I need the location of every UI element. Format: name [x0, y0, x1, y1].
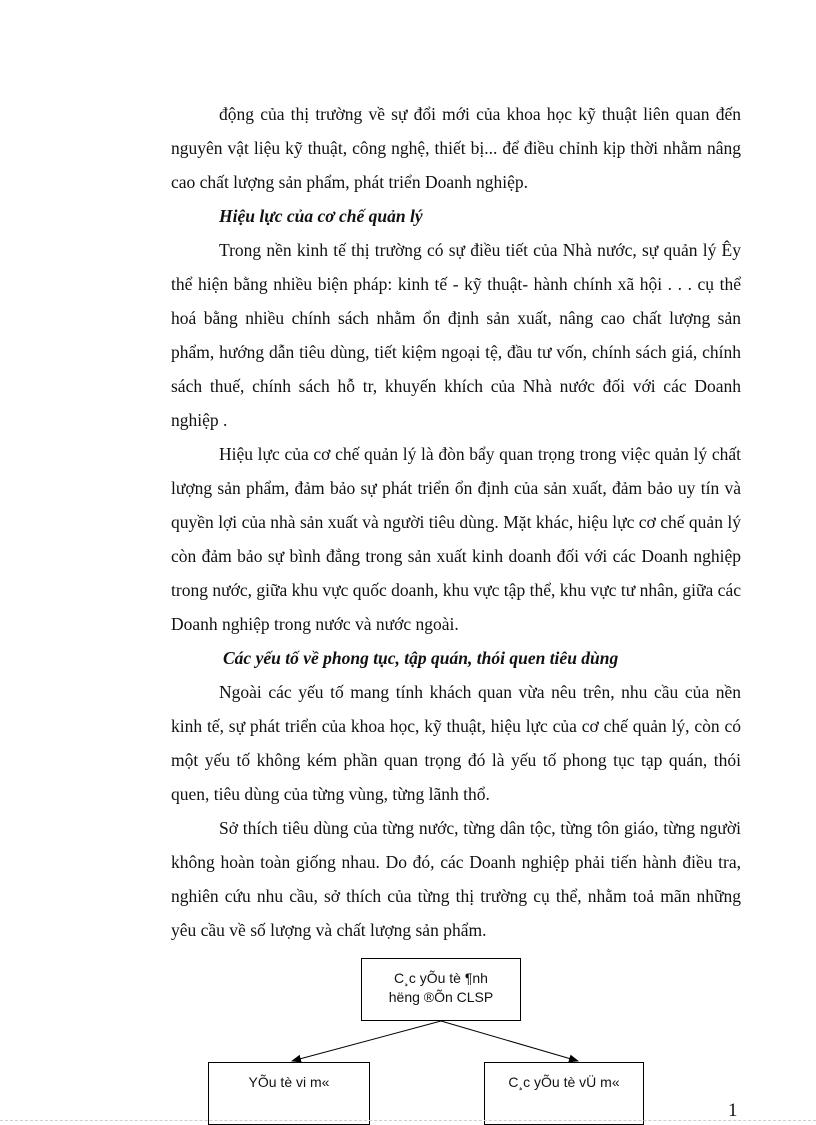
footer-rule: [0, 1120, 816, 1121]
section-heading: Các yếu tố về phong tục, tập quán, thói quen tiêu dùng: [223, 648, 619, 668]
section-heading: Hiệu lực của cơ chế quản lý: [219, 206, 423, 226]
diagram-root-line1: C¸c yÕu tè ¶nh: [394, 970, 488, 986]
paragraph: Trong nền kinh tế thị trường có sự điều tiết của Nhà nước, sự quản lý Êy thể hiện bằng nhiều biện pháp: kinh tế - kỹ thuật- hành chính xã hội . . . cụ thể hoá bằng nhiều chính sách nhằm ổn định sản xuất, nâng cao chất lượng sản phẩm, hướng dẫn tiêu dùng, tiết kiệm ngoại tệ, đầu tư vốn, chính sách giá, chính sách thuế, chính sách hỗ tr, khuyến khích của Nhà nước đối với các Doanh nghiệp .: [171, 240, 741, 430]
paragraph: động của thị trường về sự đổi mới của khoa học kỹ thuật liên quan đến nguyên vật liệu kỹ thuật, công nghệ, thiết bị... để điều chỉnh kịp thời nhằm nâng cao chất lượng sản phẩm, phát triển Doanh nghiệp.: [171, 104, 741, 192]
arrow-to-right-box: [441, 1021, 578, 1061]
paragraph: Ngoài các yếu tố mang tính khách quan vừa nêu trên, nhu cầu của nền kinh tế, sự phát triển của khoa học, kỹ thuật, hiệu lực của cơ chế quản lý, còn có một yếu tố không kém phần quan trọng đó là yếu tố phong tục tạp quán, thói quen, tiêu dùng của từng vùng, từng lãnh thổ.: [171, 682, 741, 804]
body-text: [171, 97, 741, 947]
page-number: 1: [728, 1100, 738, 1121]
diagram-left-box: [208, 1062, 370, 1125]
arrow-to-left-box: [292, 1021, 441, 1061]
diagram-root-box: [361, 958, 521, 1021]
paragraph: Sở thích tiêu dùng của từng nước, từng dân tộc, từng tôn giáo, từng người không hoàn toàn giống nhau. Do đó, các Doanh nghiệp phải tiến hành điều tra, nghiên cứu nhu cầu, sở thích của từng thị trường cụ thể, nhằm toả mãn những yêu cầu về số lượng và chất lượng sản phẩm.: [171, 818, 741, 940]
diagram-root-line2: hëng ®Õn CLSP: [388, 989, 494, 1005]
diagram-right-box: [484, 1062, 644, 1125]
diagram-left-label: YÕu tè vi m«: [248, 1074, 330, 1090]
paragraph: Hiệu lực của cơ chế quản lý là đòn bẩy quan trọng trong việc quản lý chất lượng sản phẩm, đảm bảo sự phát triển ổn định của sản xuất, đảm bảo uy tín và quyền lợi của nhà sản xuất và người tiêu dùng. Mặt khác, hiệu lực cơ chế quản lý còn đảm bảo sự bình đẳng trong sản xuất kinh doanh đối với các Doanh nghiệp trong nước, giữa khu vực quốc doanh, khu vực tập thể, khu vực tư nhân, giữa các Doanh nghiệp trong nước và nước ngoài.: [171, 444, 741, 634]
diagram-right-label: C¸c yÕu tè vÜ m«: [508, 1074, 620, 1090]
